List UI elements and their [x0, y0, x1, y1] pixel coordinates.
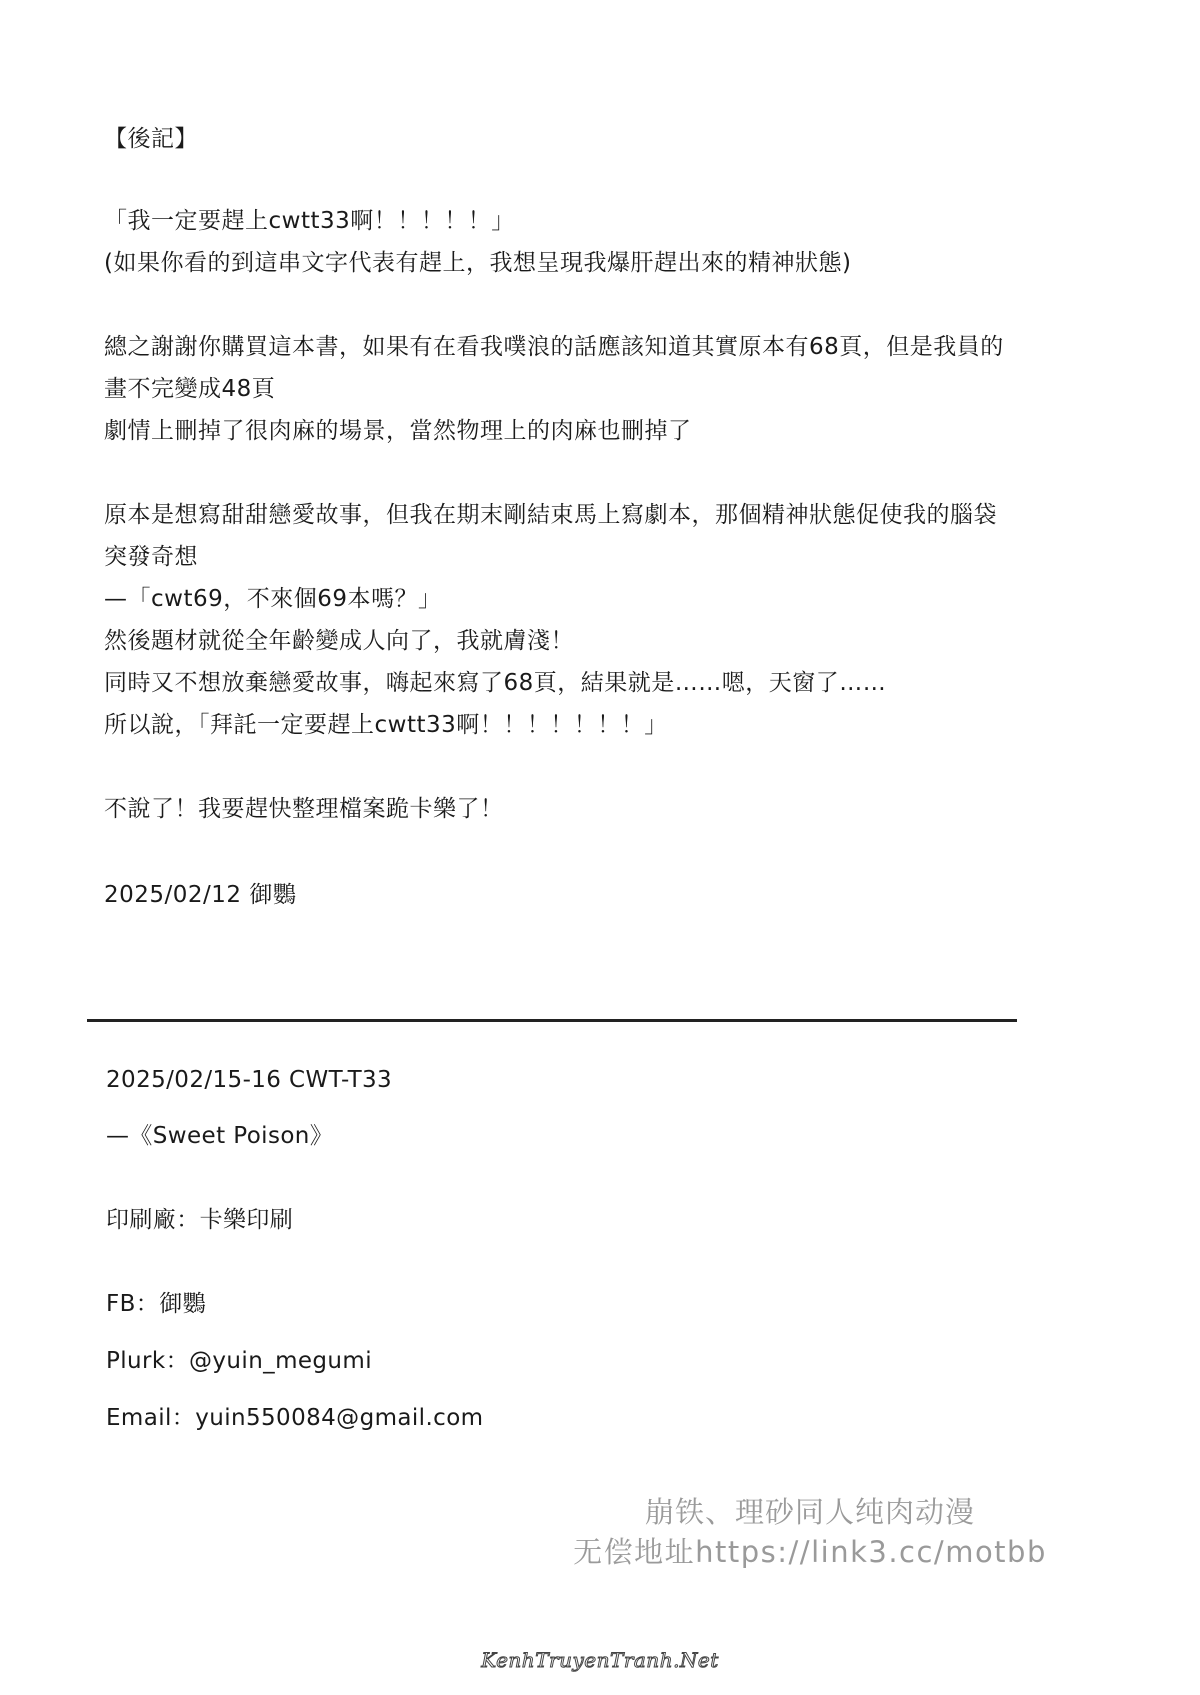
- afterword-heading: 【後記】: [104, 126, 198, 152]
- afterword-line: 「我一定要趕上cwtt33啊！！！！！」: [104, 208, 515, 234]
- afterword-line: 總之謝謝你購買這本書，如果有在看我噗浪的話應該知道其實原本有68頁，但是我員的: [104, 334, 1004, 360]
- afterword-line: 原本是想寫甜甜戀愛故事，但我在期末剛結束馬上寫劇本，那個精神狀態促使我的腦袋: [104, 502, 997, 528]
- afterword-line: 所以說，「拜託一定要趕上cwtt33啊！！！！！！！」: [104, 712, 668, 738]
- event-info: 2025/02/15-16 CWT-T33: [106, 1067, 393, 1093]
- scanlator-watermark: KenhTruyenTranh.Net: [481, 1648, 719, 1672]
- book-title: —《Sweet Poison》: [106, 1123, 334, 1149]
- promo-line-2: 无偿地址https://link3.cc/motbb: [573, 1535, 1047, 1569]
- afterword-line: 劇情上刪掉了很肉麻的場景，當然物理上的肉麻也刪掉了: [104, 418, 692, 444]
- afterword-signature: 2025/02/12 御鸚: [104, 882, 297, 908]
- afterword-line: 然後題材就從全年齡變成人向了，我就膚淺！: [104, 628, 574, 654]
- email-contact: Email：yuin550084@gmail.com: [106, 1405, 484, 1431]
- section-divider: [87, 1019, 1017, 1022]
- promo-line-1: 崩铁、理砂同人纯肉动漫: [644, 1495, 975, 1529]
- afterword-line: (如果你看的到這串文字代表有趕上，我想呈現我爆肝趕出來的精神狀態): [104, 250, 852, 276]
- fb-contact: FB：御鸚: [106, 1291, 207, 1317]
- afterword-line: 突發奇想: [104, 544, 198, 570]
- afterword-line: —「cwt69，不來個69本嗎？」: [104, 586, 442, 612]
- printer-info: 印刷廠：卡樂印刷: [106, 1207, 294, 1233]
- afterword-line: 同時又不想放棄戀愛故事，嗨起來寫了68頁，結果就是……嗯，天窗了……: [104, 670, 887, 696]
- afterword-section: [104, 118, 1104, 916]
- afterword-line: 畫不完變成48頁: [104, 376, 276, 402]
- afterword-closing: 不說了！我要趕快整理檔案跪卡樂了！: [104, 796, 504, 822]
- promo-watermark: [510, 1492, 1110, 1572]
- plurk-contact: Plurk：@yuin_megumi: [106, 1348, 372, 1374]
- colophon-section: [106, 1063, 906, 1435]
